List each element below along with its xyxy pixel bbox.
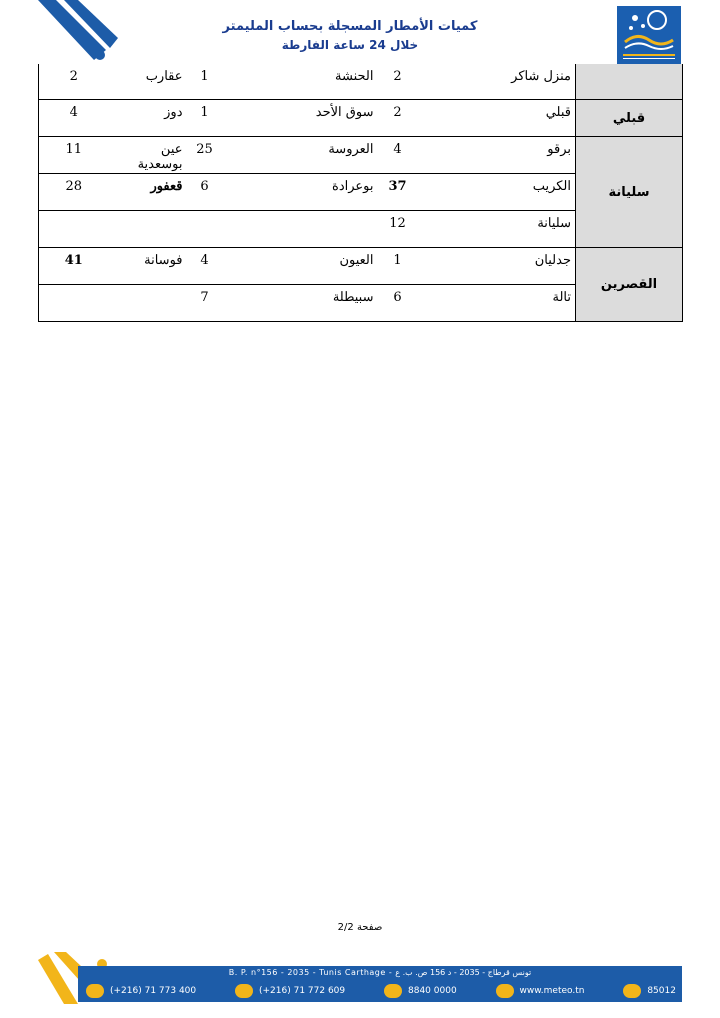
contact-fax (235, 984, 345, 998)
cell-station: عين بوسعدية (109, 137, 187, 174)
phone-icon (86, 984, 104, 998)
cell-station (223, 211, 378, 248)
cell-value: 25 (187, 137, 223, 174)
table-row (39, 248, 683, 285)
cell-value (39, 211, 109, 248)
cell-station: سوق الأحد (223, 100, 378, 137)
rainfall-table (38, 64, 683, 322)
cell-value: 2 (378, 100, 418, 137)
contact-sms-text: 85012 (647, 986, 676, 996)
cell-station: عقارب (109, 64, 187, 100)
cell-station: الكريب (418, 174, 576, 211)
cell-value: 4 (378, 137, 418, 174)
header-stripes-decoration (38, 0, 118, 62)
cell-value: 41 (39, 248, 109, 285)
cell-value: 37 (378, 174, 418, 211)
cell-value: 12 (378, 211, 418, 248)
cell-station: سليانة (418, 211, 576, 248)
table-row (39, 100, 683, 137)
contact-sms (623, 984, 676, 998)
governorate-cell (576, 64, 683, 100)
table-row (39, 64, 683, 100)
table-row (39, 137, 683, 174)
cell-station: قبلي (418, 100, 576, 137)
governorate-siliana: سليانة (576, 137, 683, 248)
footer-address: B. P. n°156 - 2035 - Tunis Carthage - تونس قرطاج - 2035 - د 156 ص. ب. ع (228, 968, 532, 977)
governorate-kebili: قبلي (576, 100, 683, 137)
title-line-2: خلال 24 ساعة الفارطة (281, 38, 419, 52)
contact-fax-text: (+216) 71 772 609 (259, 986, 346, 996)
page-number: صفحة 2/2 (337, 922, 383, 933)
contact-green-text: 8840 0000 (408, 986, 457, 996)
cell-station: دوز (109, 100, 187, 137)
cell-value: 2 (378, 64, 418, 100)
title-line-1: كميات الأمطار المسجلة بحساب المليمتر (222, 19, 478, 34)
cell-station (109, 211, 187, 248)
footer-bar (78, 966, 682, 1002)
globe-icon (496, 984, 514, 998)
cell-station: برقو (418, 137, 576, 174)
cell-value (187, 211, 223, 248)
cell-station: سبيطلة (223, 285, 378, 322)
cell-station: الحنشة (223, 64, 378, 100)
cell-value: 1 (187, 64, 223, 100)
footer-contacts (86, 982, 676, 1000)
cell-station (109, 285, 187, 322)
cell-station: العروسة (223, 137, 378, 174)
cell-station: منزل شاكر (418, 64, 576, 100)
inm-logo (617, 6, 681, 64)
cell-value: 6 (187, 174, 223, 211)
contact-green (384, 984, 457, 998)
contact-phone-text: (+216) 71 773 400 (110, 986, 197, 996)
cell-value: 28 (39, 174, 109, 211)
contact-phone (86, 984, 196, 998)
page-title (220, 18, 480, 54)
governorate-kasserine: القصرين (576, 248, 683, 322)
cell-value: 2 (39, 64, 109, 100)
contact-web-text[interactable]: www.meteo.tn (519, 986, 585, 996)
cell-station: بوعرادة (223, 174, 378, 211)
cell-station: فوسانة (109, 248, 187, 285)
cell-station: جدليان (418, 248, 576, 285)
cell-value: 4 (187, 248, 223, 285)
cell-value: 1 (187, 100, 223, 137)
cell-value (39, 285, 109, 322)
cell-value: 4 (39, 100, 109, 137)
cell-value: 7 (187, 285, 223, 322)
sms-icon (623, 984, 641, 998)
fax-icon (235, 984, 253, 998)
cell-station: العيون (223, 248, 378, 285)
cell-value: 6 (378, 285, 418, 322)
cell-station: تالة (418, 285, 576, 322)
contact-web[interactable] (496, 984, 585, 998)
cell-value: 1 (378, 248, 418, 285)
cell-station: قعفور (109, 174, 187, 211)
cell-value: 11 (39, 137, 109, 174)
handset-icon (384, 984, 402, 998)
